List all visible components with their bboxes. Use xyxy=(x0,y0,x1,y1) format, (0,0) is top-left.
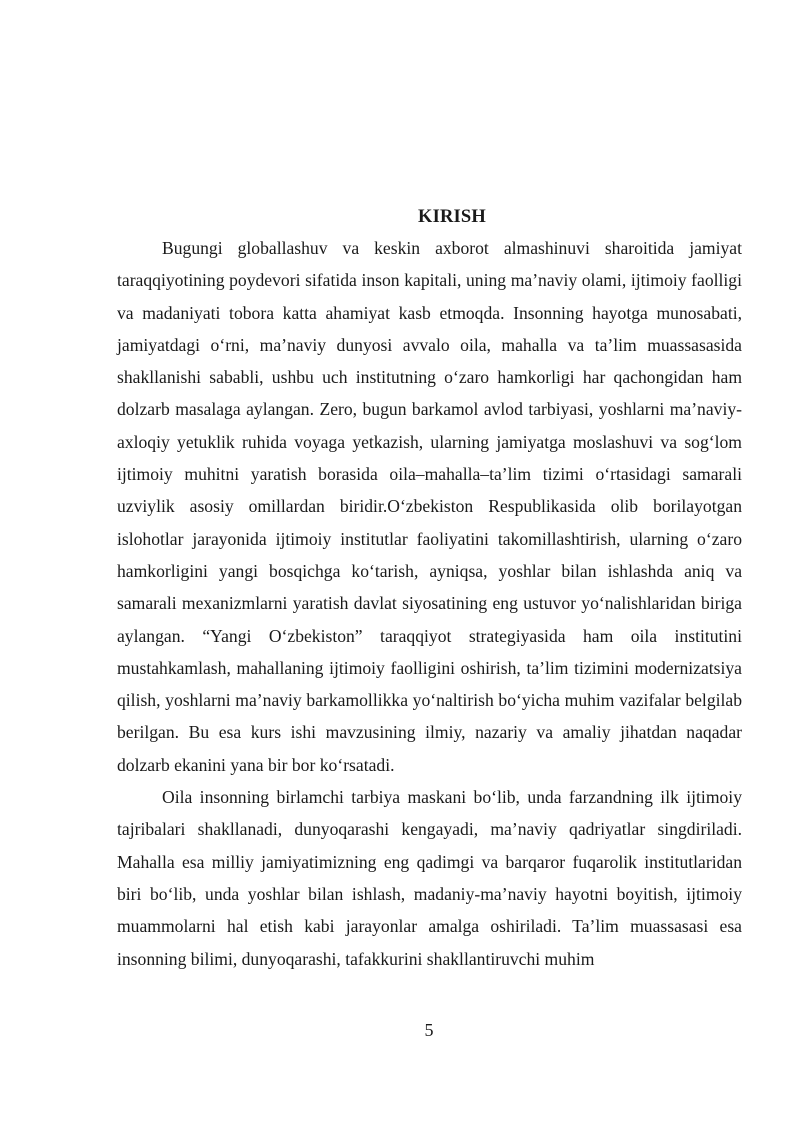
page-number: 5 xyxy=(424,1020,434,1040)
section-heading: KIRISH xyxy=(417,207,487,227)
body-text xyxy=(117,232,742,975)
paragraph-1: Bugungi globallashuv va keskin axborot almashinuvi sharoitida jamiyat taraqqiyotining poydevori sifatida inson kapitali, uning ma’naviy olami, ijtimoiy faolligi va madaniyati tobora katta ahamiyat kasb etmoqda. Insonning hayotga munosabati, jamiyatdagi o‘rni, ma’naviy dunyosi avvalo oila, mahalla va ta’lim muassasasida shakllanishi sababli, ushbu uch institutning o‘zaro hamkorligi har qachongidan ham dolzarb masalaga aylangan. Zero, bugun barkamol avlod tarbiyasi, yoshlarni ma’naviy-axloqiy yetuklik ruhida voyaga yetkazish, ularning jamiyatga moslashuvi va sog‘lom ijtimoiy muhitni yaratish borasida oila–mahalla–ta’lim tizimi o‘rtasidagi samarali uzviylik asosiy omillardan biridir.O‘zbekiston Respublikasida olib borilayotgan islohotlar jarayonida ijtimoiy institutlar faoliyatini takomillashtirish, ularning o‘zaro hamkorligini yangi bosqichga ko‘tarish, ayniqsa, yoshlar bilan ishlashda aniq va samarali mexanizmlarni yaratish davlat siyosatining eng ustuvor yo‘nalishlaridan biriga aylangan. “Yangi O‘zbekiston” taraqqiyot strategiyasida ham oila institutini mustahkamlash, mahallaning ijtimoiy faolligini oshirish, ta’lim tizimini modernizatsiya qilish, yoshlarni ma’naviy barkamollikka yo‘naltirish bo‘yicha muhim vazifalar belgilab berilgan. Bu esa kurs ishi mavzusining ilmiy, nazariy va amaliy jihatdan naqadar dolzarb ekanini yana bir bor ko‘rsatadi. xyxy=(117,238,742,775)
paragraph-2: Oila insonning birlamchi tarbiya maskani bo‘lib, unda farzandning ilk ijtimoiy tajribalari shakllanadi, dunyoqarashi kengayadi, ma’naviy qadriyatlar singdiriladi. Mahalla esa milliy jamiyatimizning eng qadimgi va barqaror fuqarolik institutlaridan biri bo‘lib, unda yoshlar bilan ishlash, madaniy-ma’naviy hayotni boyitish, ijtimoiy muammolarni hal etish kabi jarayonlar amalga oshiriladi. Ta’lim muassasasi esa insonning bilimi, dunyoqarashi, tafakkurini shakllantiruvchi muhim xyxy=(117,787,742,969)
